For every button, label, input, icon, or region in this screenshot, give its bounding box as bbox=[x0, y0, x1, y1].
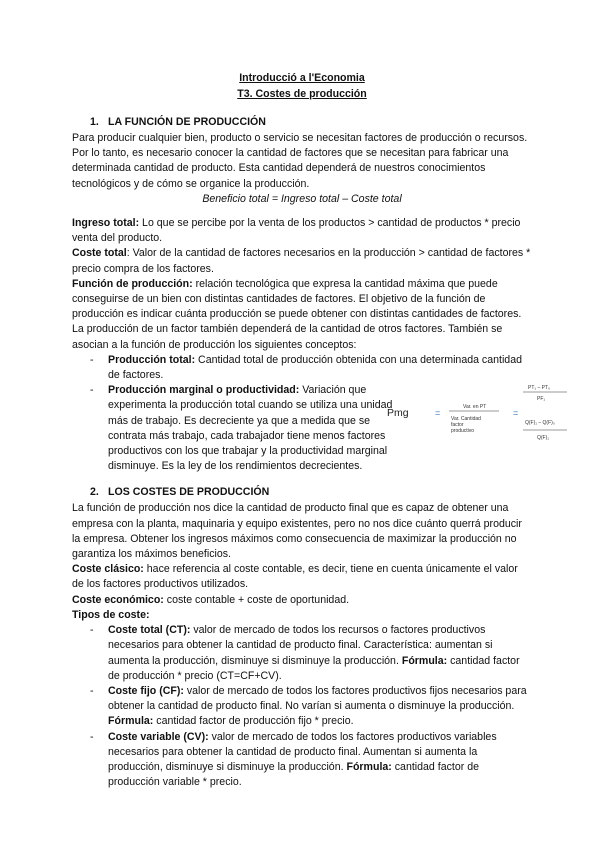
cf-formula: cantidad factor de producción fijo * precio. bbox=[153, 715, 354, 728]
list-dash: - bbox=[90, 353, 94, 366]
section-1-number: 1. bbox=[90, 116, 99, 128]
profit-formula: Beneficio total = Ingreso total – Coste total bbox=[202, 192, 402, 205]
list-item bbox=[72, 353, 532, 383]
cv-formula-label: Fórmula: bbox=[346, 760, 392, 773]
pmg-equals-2: = bbox=[513, 408, 519, 419]
list-item bbox=[72, 730, 532, 791]
coste-economico-term: Coste económico: bbox=[72, 593, 164, 606]
document-page bbox=[72, 70, 555, 790]
frac1-denominator-2: factor bbox=[451, 422, 464, 429]
pmg-label: Pmg bbox=[387, 407, 409, 420]
list-item bbox=[72, 623, 532, 684]
frac1-denominator-3: productivo bbox=[451, 428, 475, 435]
pmg-formula-figure bbox=[387, 383, 569, 475]
produccion-total-term: Producción total: bbox=[108, 353, 196, 366]
coste-fijo-definition: valor de mercado de todos los factores productivos fijos necesarios para obtener la cantidad de producto final. No varían si aumenta o disminuye la producción. bbox=[108, 684, 527, 713]
coste-clasico-term: Coste clásico: bbox=[72, 563, 144, 576]
coste-fijo-term: Coste fijo (CF): bbox=[108, 684, 184, 697]
coste-economico-paragraph bbox=[72, 593, 532, 608]
frac2-numerator: PT₁ – PT₀ bbox=[528, 385, 551, 392]
section-2-heading bbox=[72, 484, 532, 501]
ct-formula: cantidad factor de producción * precio (CT=CF+CV). bbox=[108, 654, 520, 682]
coste-total-paragraph bbox=[72, 246, 532, 276]
coste-clasico-paragraph bbox=[72, 562, 532, 592]
section-2-intro: La función de producción nos dice la cantidad de producto final que es capaz de obtener una empresa con la planta, maquinaria y equipo existentes, pero no nos dice cuánto querrá producir la empresa. Obtener los ingresos máximos como consecuencia de maximizar la producción no garantiza los máximos beneficios. bbox=[72, 502, 522, 561]
list-item bbox=[72, 684, 532, 730]
list-dash: - bbox=[90, 730, 94, 743]
frac3-numerator: Q(F)₁ – Q(F)₀ bbox=[525, 420, 555, 427]
ct-formula-label: Fórmula: bbox=[401, 654, 448, 667]
frac1-numerator: Var. en PT bbox=[463, 404, 487, 411]
section-2-number: 2. bbox=[90, 486, 99, 499]
ingreso-total-definition: Lo que se percibe por la venta de los productos > cantidad de productos * precio venta del producto. bbox=[72, 217, 521, 245]
produccion-total-definition: Cantidad total de producción obtenida con una determinada cantidad de factores. bbox=[108, 353, 522, 382]
ingreso-total-paragraph bbox=[72, 216, 532, 246]
tipos-coste-heading bbox=[72, 608, 532, 623]
funcion-produccion-term: Función de producción: bbox=[72, 277, 193, 290]
document-subtitle: T3. Costes de producción bbox=[237, 88, 367, 100]
section-1-heading bbox=[72, 114, 532, 131]
coste-variable-definition: valor de mercado de todos los factores productivos variables necesarios para obtener la cantidad de producto final. Aumentan si aumenta la producción, disminuye si disminuye la producción. bbox=[108, 730, 497, 773]
cf-formula-label: Fórmula: bbox=[108, 715, 154, 728]
list-item bbox=[72, 383, 555, 474]
produccion-marginal-definition: Variación que experimenta la producción total cuando se utiliza una unidad más de trabajo. Es decreciente ya que a medida que se contrata más trabajo, cada trabajador tiene menos factores productivos con los que trabajar y la productividad marginal disminuye. Es la ley de los rendimientos decrecientes. bbox=[108, 384, 393, 473]
document-title: Introducció a l'Economia bbox=[239, 72, 365, 84]
funcion-produccion-definition: relación tecnológica que expresa la cantidad máxima que puede conseguirse de un bien con distintas cantidades de factores. El objetivo de la función de producción es indicar cuánta producción se puede obtener con distintas cantidades de factores. La producción de un factor también dependerá de la cantidad de otros factores. También se asocian a la función de producción los siguientes conceptos: bbox=[72, 277, 522, 351]
cost-types-list bbox=[72, 623, 532, 790]
frac1-denominator-1: Var. Cantidad bbox=[451, 416, 481, 423]
produccion-marginal-block bbox=[108, 383, 555, 474]
tipos-coste-label: Tipos de coste: bbox=[72, 608, 150, 621]
section-2-title: LOS COSTES DE PRODUCCIÓN bbox=[108, 486, 270, 499]
cv-formula: cantidad factor de producción variable * precio. bbox=[108, 760, 479, 789]
coste-total-ct-definition: valor de mercado de todos los recursos o factores productivos necesarios para obtener la cantidad de producto final. Característica: aumentan si aumenta la producción, disminuye si disminuye la producción. bbox=[108, 624, 493, 667]
pmg-equals-1: = bbox=[435, 408, 441, 419]
frac3-denominator: Q(F)₁ bbox=[537, 435, 549, 442]
coste-total-term: Coste total bbox=[72, 247, 127, 260]
production-concepts-list bbox=[72, 353, 555, 475]
funcion-produccion-paragraph bbox=[72, 277, 532, 353]
coste-variable-term: Coste variable (CV): bbox=[108, 730, 209, 743]
produccion-marginal-term: Producción marginal o productividad: bbox=[108, 384, 300, 397]
coste-total-definition: : Valor de la cantidad de factores necesarios en la producción > cantidad de factores * precio compra de los factores. bbox=[72, 247, 531, 275]
list-dash: - bbox=[90, 384, 94, 397]
coste-total-ct-term: Coste total (CT): bbox=[108, 624, 191, 637]
coste-clasico-definition: hace referencia al coste contable, es decir, tiene en cuenta únicamente el valor de los factores productivos utilizados. bbox=[72, 563, 518, 591]
list-dash: - bbox=[90, 684, 94, 697]
frac2-denominator: PF₁ bbox=[537, 396, 546, 403]
ingreso-total-term: Ingreso total: bbox=[72, 217, 140, 230]
section-1-title: LA FUNCIÓN DE PRODUCCIÓN bbox=[108, 116, 266, 128]
list-dash: - bbox=[90, 624, 94, 637]
section-1-intro: Para producir cualquier bien, producto o servicio se necesitan factores de producción o recursos. Por lo tanto, es necesario conocer la cantidad de factores que se necesitan para fabricar una determinada cantidad de producto. Esta cantidad dependerá de nuestros conocimientos tecnológicos y de cómo se organice la producción. bbox=[72, 132, 528, 190]
coste-economico-definition: coste contable + coste de oportunidad. bbox=[163, 593, 350, 606]
produccion-marginal-text bbox=[108, 383, 393, 474]
